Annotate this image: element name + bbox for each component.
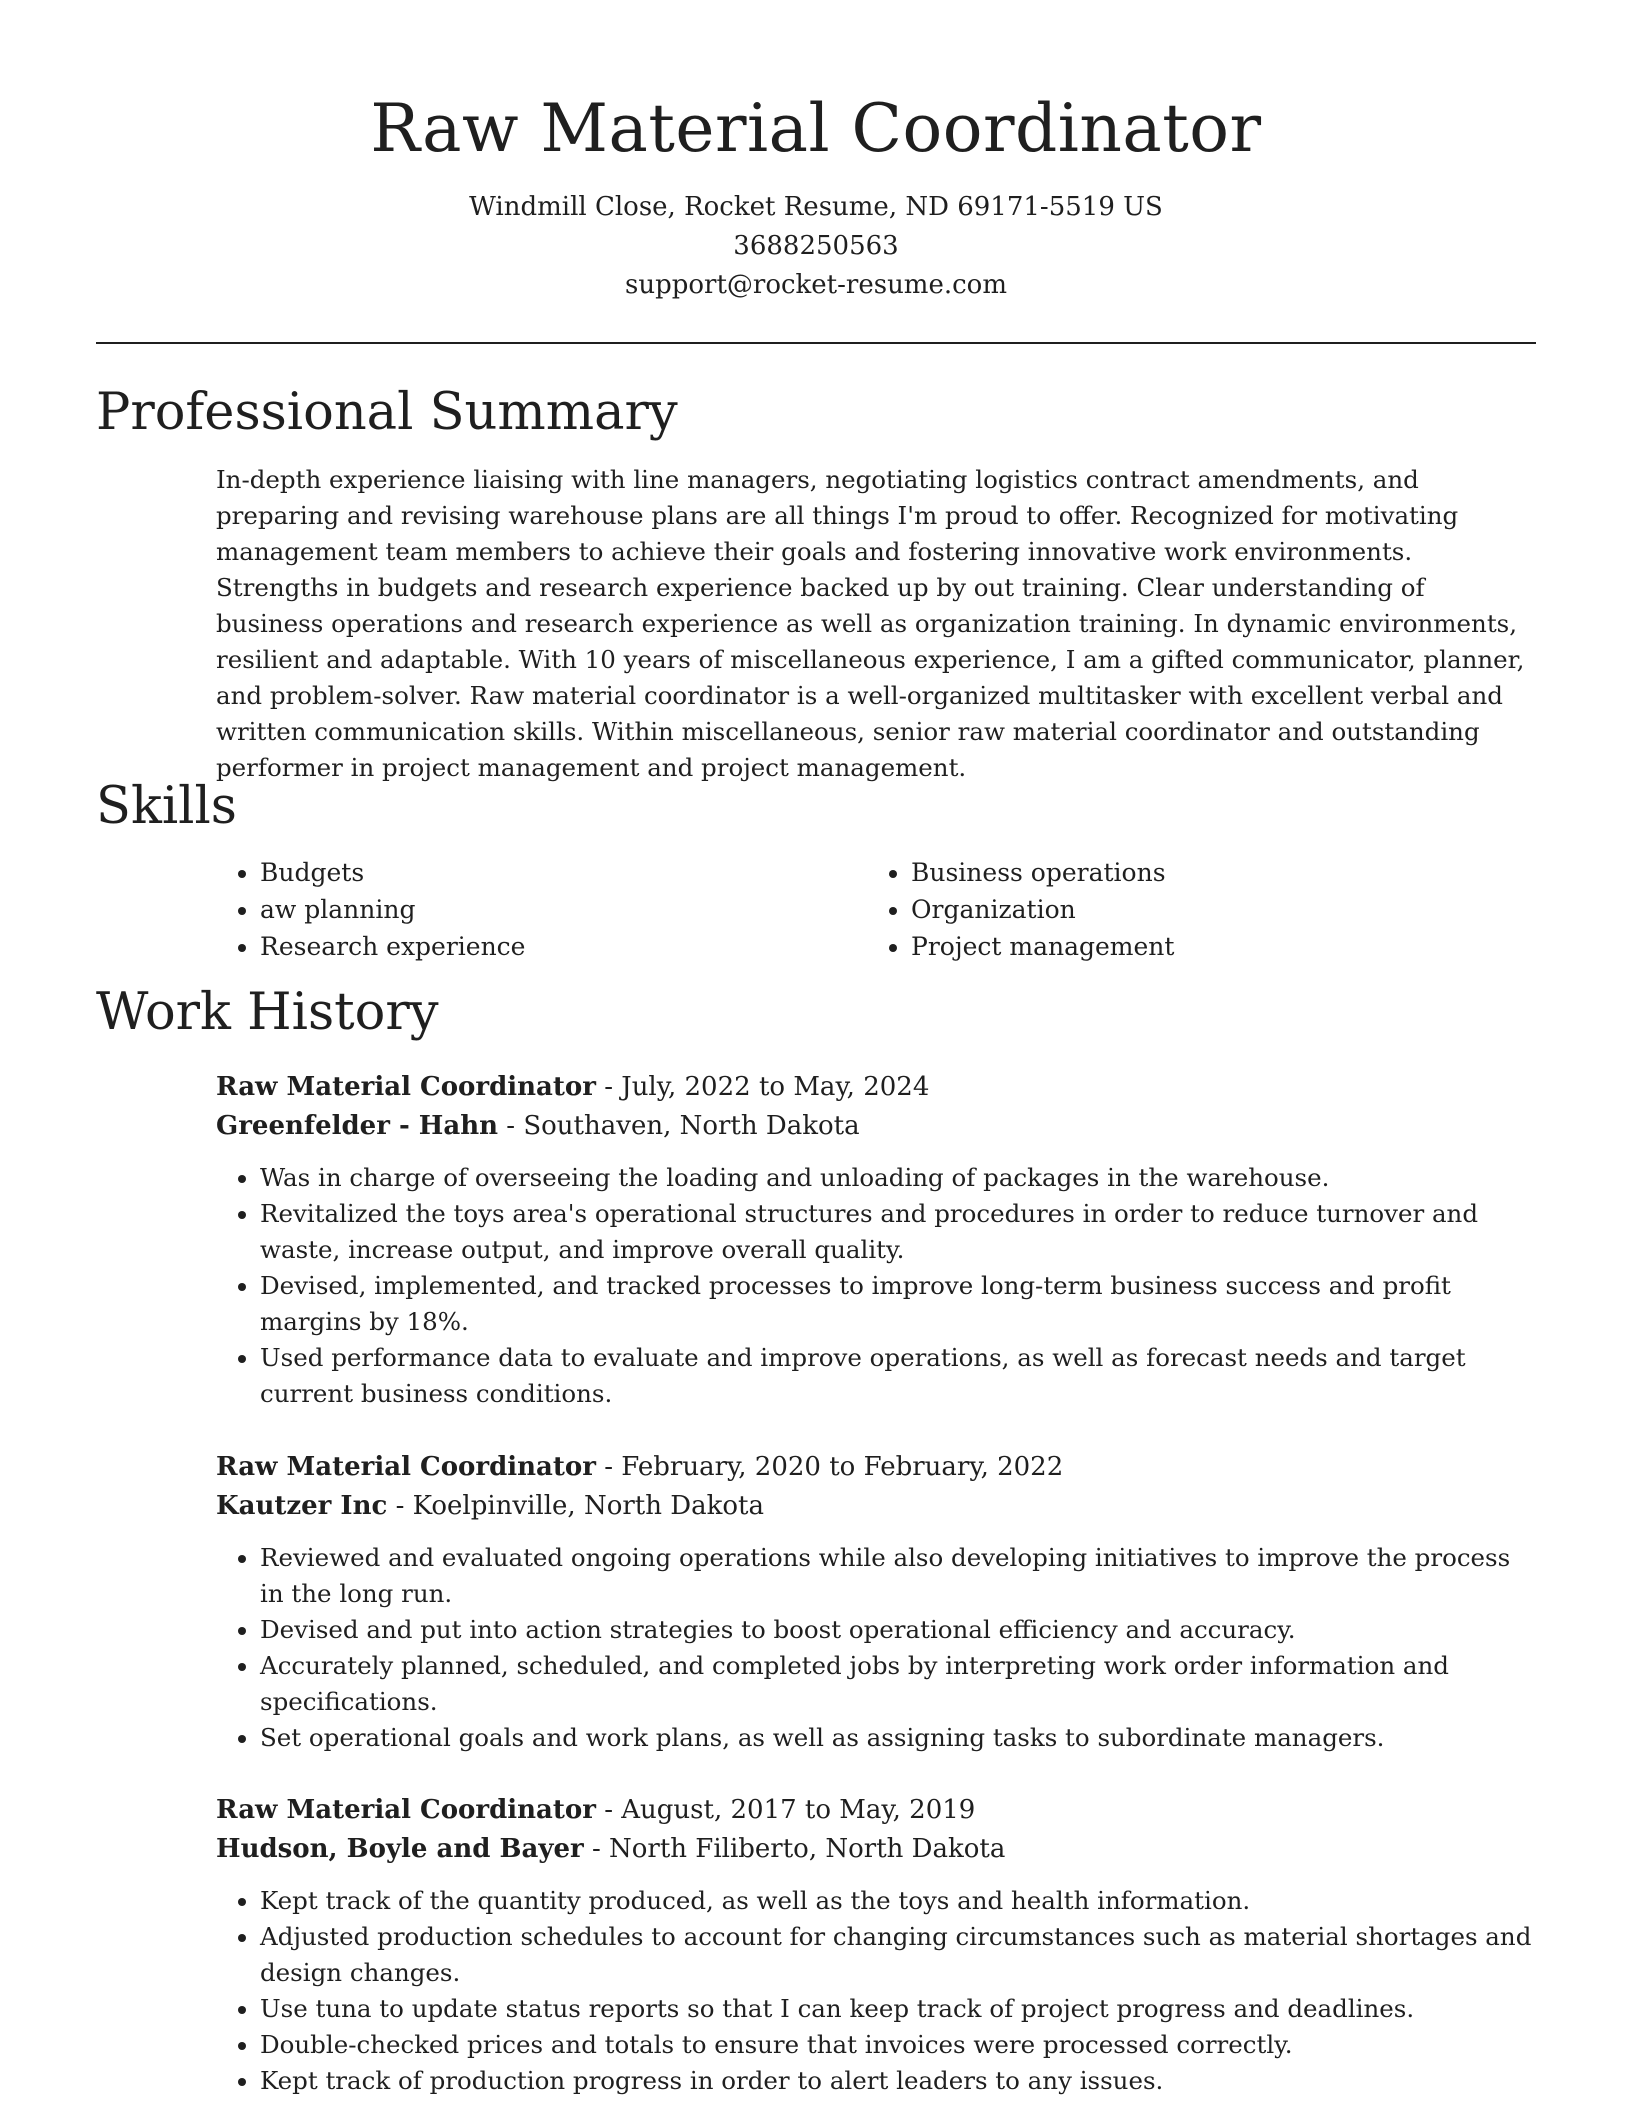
- job-bullet: • Devised, implemented, and tracked processes to improve long-term business success and profit margins by 18%.: [260, 1268, 1538, 1340]
- job-company: Kautzer Inc: [216, 1491, 388, 1521]
- skill-item: • Budgets: [260, 854, 867, 891]
- contact-info: [0, 188, 1632, 305]
- job-bullet: • Revitalized the toys area's operational structures and procedures in order to reduce turnover and waste, increase output, and improve overall quality.: [260, 1196, 1538, 1268]
- job-bullets: [216, 1540, 1538, 1756]
- job-company-line: [216, 1107, 1538, 1146]
- job-dates: - July, 2022 to May, 2024: [595, 1072, 930, 1102]
- candidate-name: Raw Material Coordinator: [370, 90, 1262, 167]
- job-title-line: [216, 1448, 1538, 1487]
- contact-phone: 3688250563: [733, 231, 899, 261]
- job-bullet: • Adjusted production schedules to account for changing circumstances such as material shortages and design changes.: [260, 1919, 1538, 1991]
- job-dates: - August, 2017 to May, 2019: [595, 1795, 976, 1825]
- resume-header: [0, 0, 1632, 305]
- work-history-heading: Work History: [96, 983, 439, 1042]
- skills-column-right: [867, 854, 1518, 965]
- summary-text: In-depth experience liaising with line managers, negotiating logistics contract amendments, and preparing and revising warehouse plans are all things I'm proud to offer. Recognized for motivating management team members to achieve their goals and fostering innovative work environments. Strengths in budgets and research experience backed up by out training. Clear understanding of business operations and research experience as well as organization training. In dynamic environments, resilient and adaptable. With 10 years of miscellaneous experience, I am a gifted communicator, planner, and problem-solver. Raw material coordinator is a well-organized multitasker with excellent verbal and written communication skills. Within miscellaneous, senior raw material coordinator and outstanding performer in project management and project management.: [216, 465, 1525, 782]
- job-entry: [216, 1791, 1538, 2099]
- job-bullet: • Reviewed and evaluated ongoing operations while also developing initiatives to improve the process in the long run.: [260, 1540, 1538, 1612]
- job-bullet: • Devised and put into action strategies to boost operational efficiency and accuracy.: [260, 1612, 1538, 1648]
- job-bullet: • Set operational goals and work plans, as well as assigning tasks to subordinate managers.: [260, 1720, 1538, 1756]
- job-title-line: [216, 1791, 1538, 1830]
- job-location: - North Filiberto, North Dakota: [583, 1834, 1006, 1864]
- job-entry: [216, 1448, 1538, 1756]
- header-divider: [96, 342, 1536, 344]
- skills-column-left: [216, 854, 867, 965]
- job-location: - Koelpinville, North Dakota: [387, 1491, 764, 1521]
- job-title-line: [216, 1068, 1538, 1107]
- skill-item: • Business operations: [911, 854, 1518, 891]
- job-bullets: [216, 1160, 1538, 1412]
- job-entry: [216, 1068, 1538, 1412]
- summary-heading: Professional Summary: [96, 383, 678, 442]
- job-bullet: • Double-checked prices and totals to ensure that invoices were processed correctly.: [260, 2027, 1538, 2063]
- job-company: Greenfelder - Hahn: [216, 1111, 499, 1141]
- skills-list: [216, 854, 1538, 965]
- job-bullets: [216, 1883, 1538, 2099]
- skills-heading: Skills: [96, 777, 237, 836]
- job-role: Raw Material Coordinator: [216, 1452, 596, 1482]
- job-company-line: [216, 1487, 1538, 1526]
- job-bullet: • Accurately planned, scheduled, and completed jobs by interpreting work order information and specifications.: [260, 1648, 1538, 1720]
- job-bullet: • Used performance data to evaluate and improve operations, as well as forecast needs and target current business conditions.: [260, 1340, 1538, 1412]
- skill-item: • Project management: [911, 928, 1518, 965]
- job-company-line: [216, 1830, 1538, 1869]
- job-bullet: • Kept track of production progress in order to alert leaders to any issues.: [260, 2063, 1538, 2099]
- skill-item: • Research experience: [260, 928, 867, 965]
- contact-address: Windmill Close, Rocket Resume, ND 69171-5519 US: [469, 192, 1163, 222]
- skill-item: • Organization: [911, 891, 1518, 928]
- job-bullet: • Kept track of the quantity produced, as well as the toys and health information.: [260, 1883, 1538, 1919]
- job-role: Raw Material Coordinator: [216, 1795, 596, 1825]
- job-role: Raw Material Coordinator: [216, 1072, 596, 1102]
- contact-email: support@rocket-resume.com: [624, 270, 1007, 300]
- job-dates: - February, 2020 to February, 2022: [595, 1452, 1064, 1482]
- job-company: Hudson, Boyle and Bayer: [216, 1834, 584, 1864]
- job-bullet: • Use tuna to update status reports so that I can keep track of project progress and deadlines.: [260, 1991, 1538, 2027]
- skill-item: • aw planning: [260, 891, 867, 928]
- job-bullet: • Was in charge of overseeing the loading and unloading of packages in the warehouse.: [260, 1160, 1538, 1196]
- job-location: - Southaven, North Dakota: [498, 1111, 860, 1141]
